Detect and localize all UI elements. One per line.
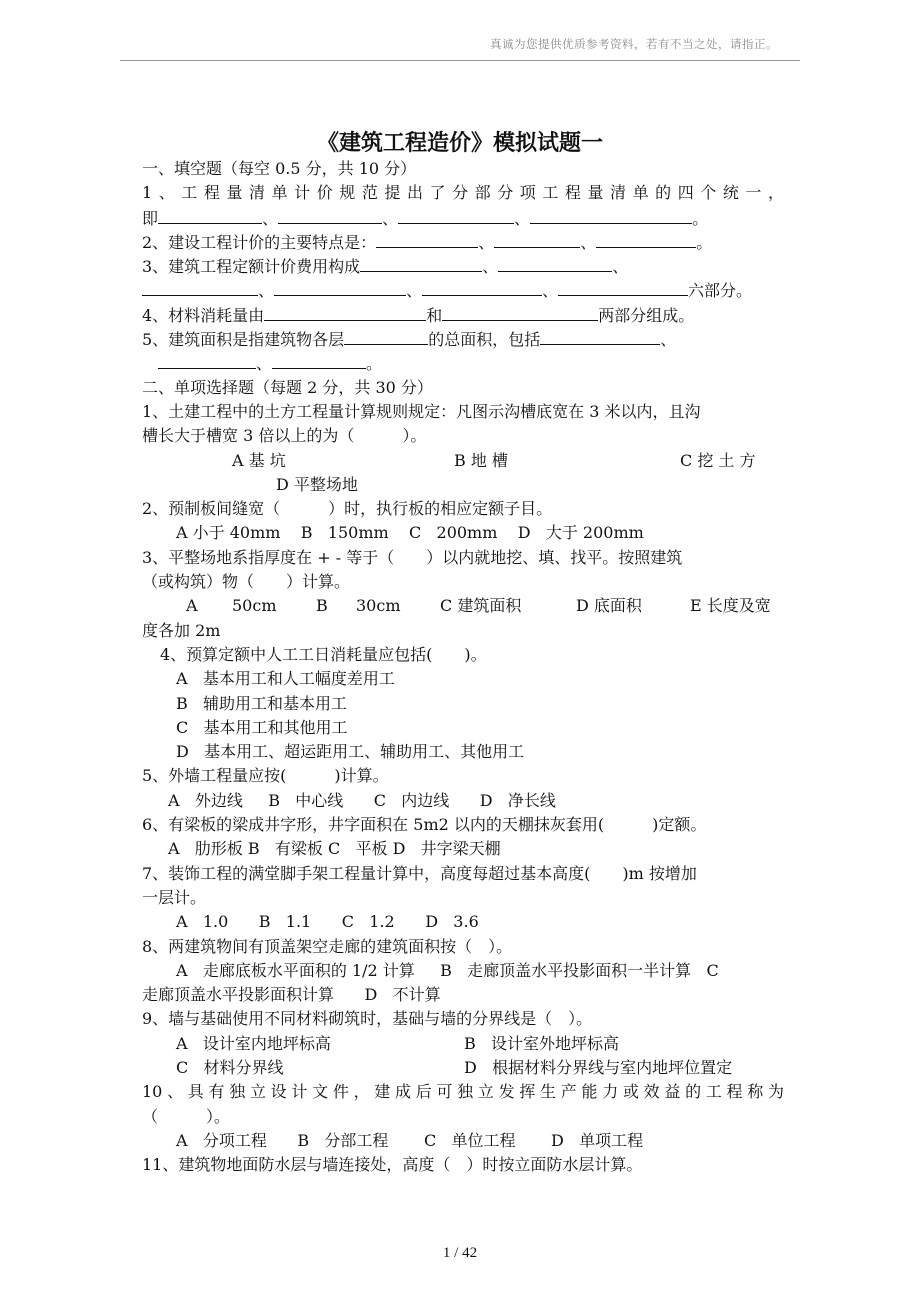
period: 。: [366, 354, 383, 374]
period: 。: [696, 232, 713, 252]
s1-q5-text: 5、建筑面积是指建筑物各层: [142, 330, 345, 350]
s2-q8-options-line2: 走廊顶盖水平投影面积计算 D 不计算: [142, 985, 441, 1005]
s2-q5-options: A 外边线 B 中心线 C 内边线 D 净长线: [168, 790, 556, 810]
s1-q3-end: 六部分。: [688, 281, 753, 301]
option-a: A 设计室内地坪标高: [176, 1033, 331, 1053]
separator: 、: [514, 208, 531, 228]
s2-q10-line1: 10、具有独立设计文件，建成后可独立发挥生产能力或效益的工程称为: [142, 1082, 784, 1102]
blank: [494, 230, 580, 248]
blank: [344, 327, 428, 345]
s2-q3-line1: 3、平整场地系指厚度在 + - 等于（ ）以内就地挖、填、找平。按照建筑: [142, 547, 683, 567]
s2-q1-line2: 槽长大于槽宽 3 倍以上的为（ ）。: [142, 426, 427, 446]
s2-q9: 9、墙与基础使用不同材料砌筑时，基础与墙的分界线是（ ）。: [142, 1009, 593, 1029]
option-d: D 底面积: [576, 596, 642, 616]
blank: [596, 230, 696, 248]
s1-q1-lead: 即: [142, 208, 159, 228]
separator: 、: [482, 257, 499, 277]
option-b: B 地 槽: [454, 450, 508, 470]
s1-q4-text: 4、材料消耗量由: [142, 305, 265, 325]
section1-heading: 一、填空题（每空 0.5 分，共 10 分）: [142, 159, 417, 178]
s1-q3-text: 3、建筑工程定额计价费用构成: [142, 257, 361, 277]
document-title: 《建筑工程造价》模拟试题一: [316, 131, 603, 156]
s1-q2: [142, 230, 784, 254]
s2-q5: 5、外墙工程量应按( )计算。: [142, 766, 389, 786]
blank: [376, 230, 478, 248]
s1-q4: [142, 303, 784, 327]
separator: 、: [258, 281, 275, 301]
separator: 、: [612, 257, 629, 277]
separator: 、: [478, 232, 495, 252]
s2-q9-options-ab: [142, 1032, 784, 1056]
blank: [158, 206, 262, 224]
document-body: [142, 157, 784, 1177]
s2-q1-line1: 1、土建工程中的土方工程量计算规则规定：凡图示沟槽底宽在 3 米以内，且沟: [142, 401, 701, 421]
s1-q5-line1: [142, 327, 784, 351]
s1-q4-and: 和: [426, 305, 443, 325]
s1-q3-line1: [142, 254, 784, 278]
separator: 、: [406, 281, 423, 301]
s1-q3-line2: [142, 278, 784, 302]
blank: [558, 278, 688, 296]
s1-q5-mid: 的总面积，包括: [428, 330, 541, 350]
blank: [360, 254, 482, 272]
option-c: C 挖 土 方: [680, 450, 756, 470]
section2-heading: 二、单项选择题（每题 2 分，共 30 分）: [142, 377, 433, 397]
s2-q4: 4、预算定额中人工工日消耗量应包括( )。: [160, 644, 487, 664]
s2-q7-line1: 7、装饰工程的满堂脚手架工程量计算中，高度每超过基本高度( )m 按增加: [142, 863, 697, 883]
s1-q1-line2: [142, 206, 784, 230]
s2-q7-line2: 一层计。: [142, 887, 207, 907]
header-rule: [120, 60, 800, 61]
blank: [540, 327, 660, 345]
s2-q1-options: [142, 449, 784, 473]
option-a: A: [186, 596, 198, 616]
blank: [422, 278, 542, 296]
option-c: C 建筑面积: [440, 596, 522, 616]
option-e: E 长度及宽: [690, 596, 771, 616]
option-a: A 基 坑: [232, 450, 286, 470]
blank: [274, 278, 406, 296]
blank: [272, 351, 366, 369]
option-b: B 设计室外地坪标高: [464, 1033, 620, 1053]
option-d: D 根据材料分界线与室内地坪位置定: [464, 1057, 733, 1077]
separator: 、: [382, 208, 399, 228]
s2-q6-options: A 肋形板 B 有梁板 C 平板 D 井字梁天棚: [168, 839, 501, 859]
blank: [498, 254, 612, 272]
separator: 、: [262, 208, 279, 228]
option-b-value: 30cm: [356, 596, 401, 616]
s2-q4-option-d: D 基本用工、超运距用工、辅助用工、其他用工: [176, 742, 525, 762]
s1-q4-end: 两部分组成。: [598, 305, 695, 325]
blank: [530, 206, 692, 224]
s2-q10-options: A 分项工程 B 分部工程 C 单位工程 D 单项工程: [176, 1130, 644, 1150]
s2-q10-line2: （ ）。: [142, 1106, 231, 1126]
s1-q5-line2: [142, 351, 784, 375]
s2-q2: 2、预制板间缝宽（ ）时，执行板的相应定额子目。: [142, 499, 553, 519]
page-number: 1 / 42: [442, 1245, 478, 1261]
s2-q3-line3: 度各加 2m: [142, 620, 221, 640]
s2-q8: 8、两建筑物间有顶盖架空走廊的建筑面积按（ ）。: [142, 936, 513, 956]
separator: 、: [580, 232, 597, 252]
blank: [158, 351, 256, 369]
s2-q1-option-d: D 平整场地: [276, 474, 358, 494]
blank: [278, 206, 382, 224]
s2-q6: 6、有梁板的梁成井字形，井字面积在 5m2 以内的天棚抹灰套用( )定额。: [142, 815, 707, 835]
s2-q2-options: A 小于 40mm B 150mm C 200mm D 大于 200mm: [176, 523, 644, 543]
s2-q8-options-line1: A 走廊底板水平面积的 1/2 计算 B 走廊顶盖水平投影面积一半计算 C: [176, 960, 719, 980]
s2-q4-option-c: C 基本用工和其他用工: [176, 717, 348, 737]
blank: [142, 278, 258, 296]
s2-q4-option-b: B 辅助用工和基本用工: [176, 693, 348, 713]
blank: [264, 303, 426, 321]
separator: 、: [256, 354, 273, 374]
option-c: C 材料分界线: [176, 1057, 284, 1077]
header-note: 真诚为您提供优质参考资料，若有不当之处，请指正。: [490, 37, 778, 51]
s2-q3-line2: （或构筑）物（ ）计算。: [142, 572, 351, 592]
blank: [442, 303, 598, 321]
separator: 、: [542, 281, 559, 301]
s2-q3-options: [142, 594, 784, 618]
period: 。: [692, 208, 709, 228]
s1-q2-text: 2、建设工程计价的主要特点是：: [142, 232, 377, 252]
s1-q1-line1: 1、工程量清单计价规范提出了分部分项工程量清单的四个统一，: [142, 183, 784, 203]
separator: 、: [660, 330, 677, 350]
s2-q9-options-cd: [142, 1056, 784, 1080]
option-a-value: 50cm: [232, 596, 277, 616]
s2-q4-option-a: A 基本用工和人工幅度差用工: [176, 669, 395, 689]
s2-q7-options: A 1.0 B 1.1 C 1.2 D 3.6: [176, 912, 479, 932]
option-b: B: [316, 596, 328, 616]
s2-q11: 11、建筑物地面防水层与墙连接处，高度（ ）时按立面防水层计算。: [142, 1155, 643, 1175]
blank: [398, 206, 514, 224]
